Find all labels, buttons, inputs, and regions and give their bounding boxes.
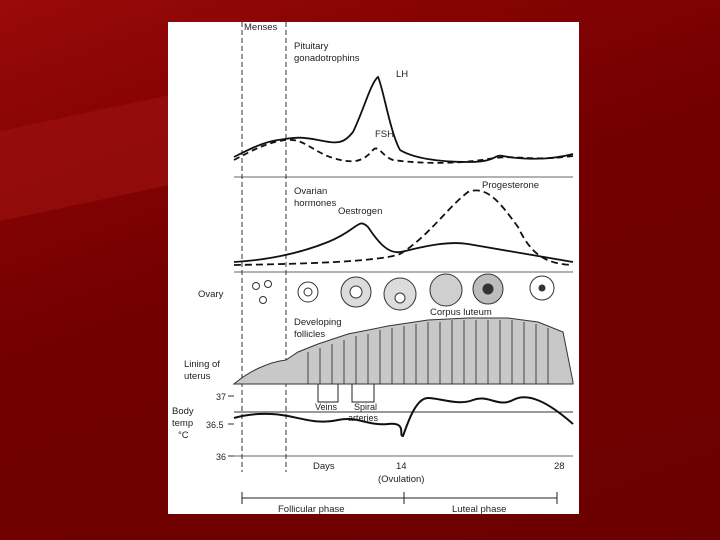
pituitary-label-1: Pituitary [294,41,329,52]
temp-37: 37 [216,392,227,402]
lining-label-1: Lining of [184,359,220,370]
lh-label: LH [396,69,409,80]
body-temp-unit: °C [178,430,189,441]
veins-pointer [318,384,338,402]
follicle-6-inner [395,293,405,303]
arteries-pointer [352,384,374,402]
pituitary-label-2: gonadotrophins [294,53,360,64]
spiral-label-1: Spiral [354,402,378,412]
body-temp-label-1: Body [172,406,194,417]
temp-365: 36.5 [206,420,224,430]
developing-label-1: Developing [294,317,342,328]
developing-label-2: follicles [294,329,326,340]
temp-36: 36 [216,452,227,462]
body-temperature-curve [234,397,573,436]
ovarian-label-1: Ovarian [294,186,328,197]
ovary-follicle-sequence [253,274,555,310]
ovulation-label: (Ovulation) [378,474,425,485]
ovary-label: Ovary [198,289,224,300]
oestrogen-curve [234,223,573,262]
progesterone-label: Progesterone [482,180,540,191]
fsh-label: FSH [375,129,394,140]
spiral-label-2: arteries [348,413,379,423]
veins-label: Veins [315,402,338,412]
menstrual-cycle-diagram-panel [168,22,579,514]
follicle-3 [260,297,267,304]
lh-curve [234,77,573,162]
follicle-2 [265,281,272,288]
day-28-label: 28 [554,461,565,472]
menstrual-cycle-diagram [168,22,579,514]
follicle-4-inner [304,288,312,296]
lining-label-2: uterus [184,371,211,382]
days-label: Days [313,461,335,472]
follicular-phase-label: Follicular phase [278,504,345,514]
menses-label: Menses [244,22,278,33]
corpus-1 [430,274,462,306]
ovarian-label-2: hormones [294,198,337,209]
oestrogen-label: Oestrogen [338,206,383,217]
corpus-luteum-label: Corpus luteum [430,307,492,318]
uterine-glands [308,320,548,384]
follicle-1 [253,283,260,290]
corpus-3-core [539,285,545,291]
day-14-label: 14 [396,461,407,472]
follicle-5-inner [350,286,362,298]
luteal-phase-label: Luteal phase [452,504,507,514]
follicle-4 [298,282,318,302]
body-temp-label-2: temp [172,418,194,429]
corpus-2-core [483,284,493,294]
